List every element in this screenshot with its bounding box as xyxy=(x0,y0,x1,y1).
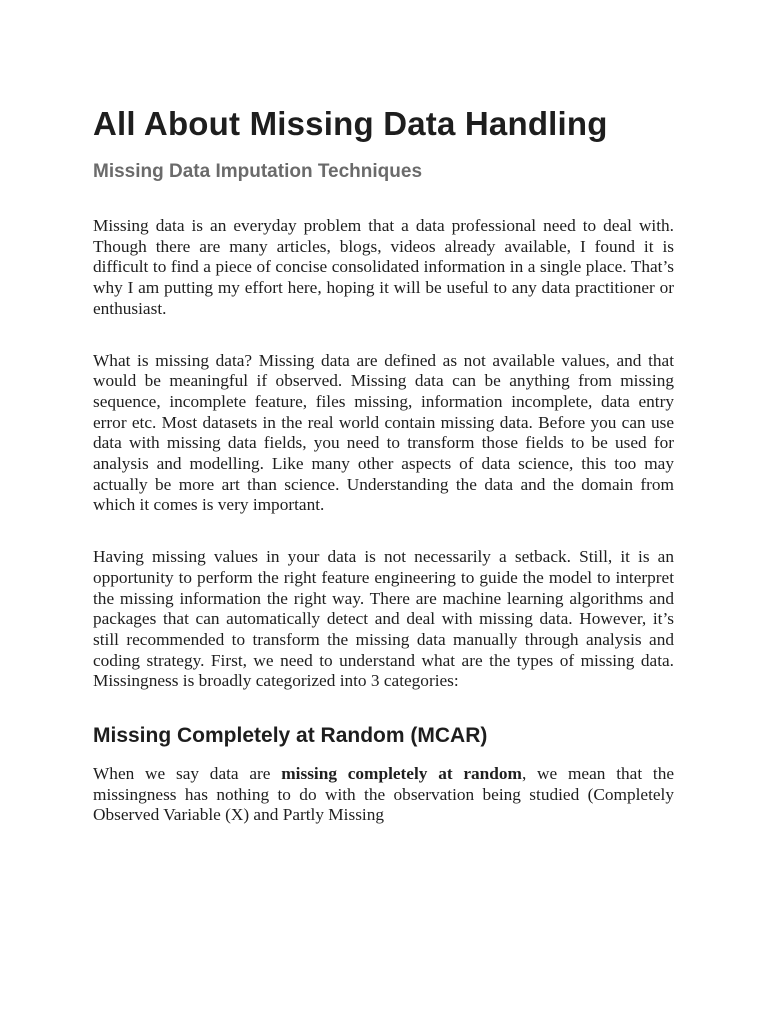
mcar-rest-text: , we mean that the missingness has nothing to do with the observation being studied (Completely Observed Variable (X) and Partly Missing xyxy=(93,764,675,825)
document-subtitle: Missing Data Imputation Techniques xyxy=(93,161,423,182)
paragraph-intro: Missing data is an everyday problem that a data professional need to deal with. Though there are many articles, blogs, videos already available, I found it is difficult to find a piece of concise consolidated information in a single place. That’s why I am putting my effort here, hoping it will be useful to any data practitioner or enthusiast. xyxy=(93,216,674,318)
mcar-bold-term: missing completely at random xyxy=(281,764,522,784)
document-page xyxy=(93,102,674,826)
paragraph-definition: What is missing data? Missing data are defined as not available values, and that would be meaningful if observed. Missing data can be anything from missing sequence, incomplete feature, files missing, information incomplete, data entry error etc. Most datasets in the real world contain missing data. Before you can use data with missing data fields, you need to transform those fields to be used for analysis and modelling. Like many other aspects of data science, this too may actually be more art than science. Understanding the data and the domain from which it comes is very important. xyxy=(93,350,674,515)
paragraph-mcar xyxy=(93,764,674,826)
document-title: All About Missing Data Handling xyxy=(93,105,608,142)
mcar-lead-text: When we say data are xyxy=(93,764,282,784)
section-heading-mcar: Missing Completely at Random (MCAR) xyxy=(93,724,488,748)
paragraph-opportunity: Having missing values in your data is not necessarily a setback. Still, it is an opportunity to perform the right feature engineering to guide the model to interpret the missing information the right way. There are machine learning algorithms and packages that can automatically detect and deal with missing data. However, it’s still recommended to transform the missing data manually through analysis and coding strategy. First, we need to understand what are the types of missing data. Missingness is broadly categorized into 3 categories: xyxy=(93,547,674,691)
